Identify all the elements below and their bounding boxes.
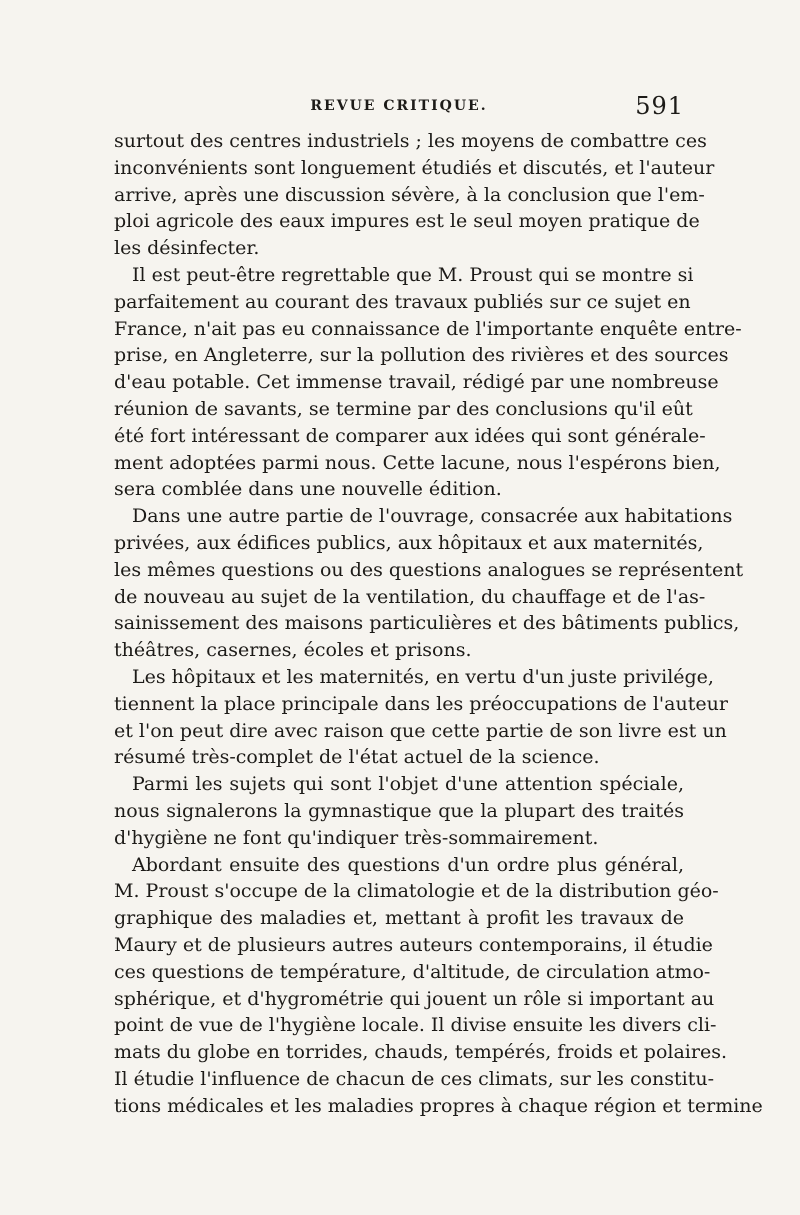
text-line: Il est peut-être regrettable que M. Proust qui se montre si (132, 263, 694, 286)
text-line: théâtres, casernes, écoles et prisons. (114, 639, 472, 662)
text-line: prise, en Angleterre, sur la pollution des rivières et des sources (114, 344, 729, 367)
text-line: réunion de savants, se termine par des conclusions qu'il eût (114, 397, 693, 420)
text-line: M. Proust s'occupe de la climatologie et de la distribution géo- (114, 880, 719, 903)
text-line: les mêmes questions ou des questions analogues se représentent (114, 558, 744, 581)
text-line: tiennent la place principale dans les préoccupations de l'auteur (114, 692, 728, 715)
running-title: REVUE CRITIQUE. (310, 98, 488, 114)
text-line: de nouveau au sujet de la ventilation, du chauffage et de l'as- (114, 585, 706, 608)
text-line: tions médicales et les maladies propres à chaque région et termine (114, 1094, 763, 1117)
text-line: arrive, après une discussion sévère, à la conclusion que l'em- (114, 183, 705, 206)
text-line: Dans une autre partie de l'ouvrage, consacrée aux habitations (132, 505, 733, 528)
text-line: sainissement des maisons particulières et des bâtiments publics, (114, 612, 740, 635)
text-line: inconvénients sont longuement étudiés et discutés, et l'auteur (114, 156, 715, 179)
text-line: sphérique, et d'hygrométrie qui jouent un rôle si important au (114, 987, 715, 1010)
page-header (114, 94, 684, 124)
page-number: 591 (635, 92, 684, 120)
text-line: sera comblée dans une nouvelle édition. (114, 478, 502, 501)
text-line: Il étudie l'influence de chacun de ces climats, sur les constitu- (114, 1067, 715, 1090)
text-line: privées, aux édifices publics, aux hôpitaux et aux maternités, (114, 531, 704, 554)
text-line: Maury et de plusieurs autres auteurs contemporains, il étudie (114, 933, 713, 956)
text-line: été fort intéressant de comparer aux idées qui sont générale- (114, 424, 706, 447)
text-line: ploi agricole des eaux impures est le seul moyen pratique de (114, 210, 700, 233)
text-line: ment adoptées parmi nous. Cette lacune, nous l'espérons bien, (114, 451, 721, 474)
text-line: résumé très-complet de l'état actuel de la science. (114, 746, 600, 769)
text-line: d'eau potable. Cet immense travail, rédigé par une nombreuse (114, 371, 719, 394)
text-line: surtout des centres industriels ; les moyens de combattre ces (114, 130, 707, 152)
text-line: ces questions de température, d'altitude, de circulation atmo- (114, 960, 711, 983)
body-text (114, 128, 763, 1119)
text-line: point de vue de l'hygiène locale. Il divise ensuite les divers cli- (114, 1014, 717, 1037)
text-line: nous signalerons la gymnastique que la plupart des traités (114, 799, 684, 822)
text-line: mats du globe en torrides, chauds, tempérés, froids et polaires. (114, 1041, 728, 1064)
text-line: parfaitement au courant des travaux publiés sur ce sujet en (114, 290, 691, 313)
text-line: d'hygiène ne font qu'indiquer très-sommairement. (114, 826, 599, 849)
text-line: Abordant ensuite des questions d'un ordre plus général, (132, 853, 684, 876)
text-line: graphique des maladies et, mettant à profit les travaux de (114, 907, 684, 930)
text-line: Les hôpitaux et les maternités, en vertu d'un juste privilége, (132, 665, 714, 688)
text-line: et l'on peut dire avec raison que cette partie de son livre est un (114, 719, 727, 742)
text-line: les désinfecter. (114, 237, 260, 260)
text-line: Parmi les sujets qui sont l'objet d'une attention spéciale, (132, 773, 684, 796)
text-line: France, n'ait pas eu connaissance de l'importante enquête entre- (114, 317, 742, 340)
